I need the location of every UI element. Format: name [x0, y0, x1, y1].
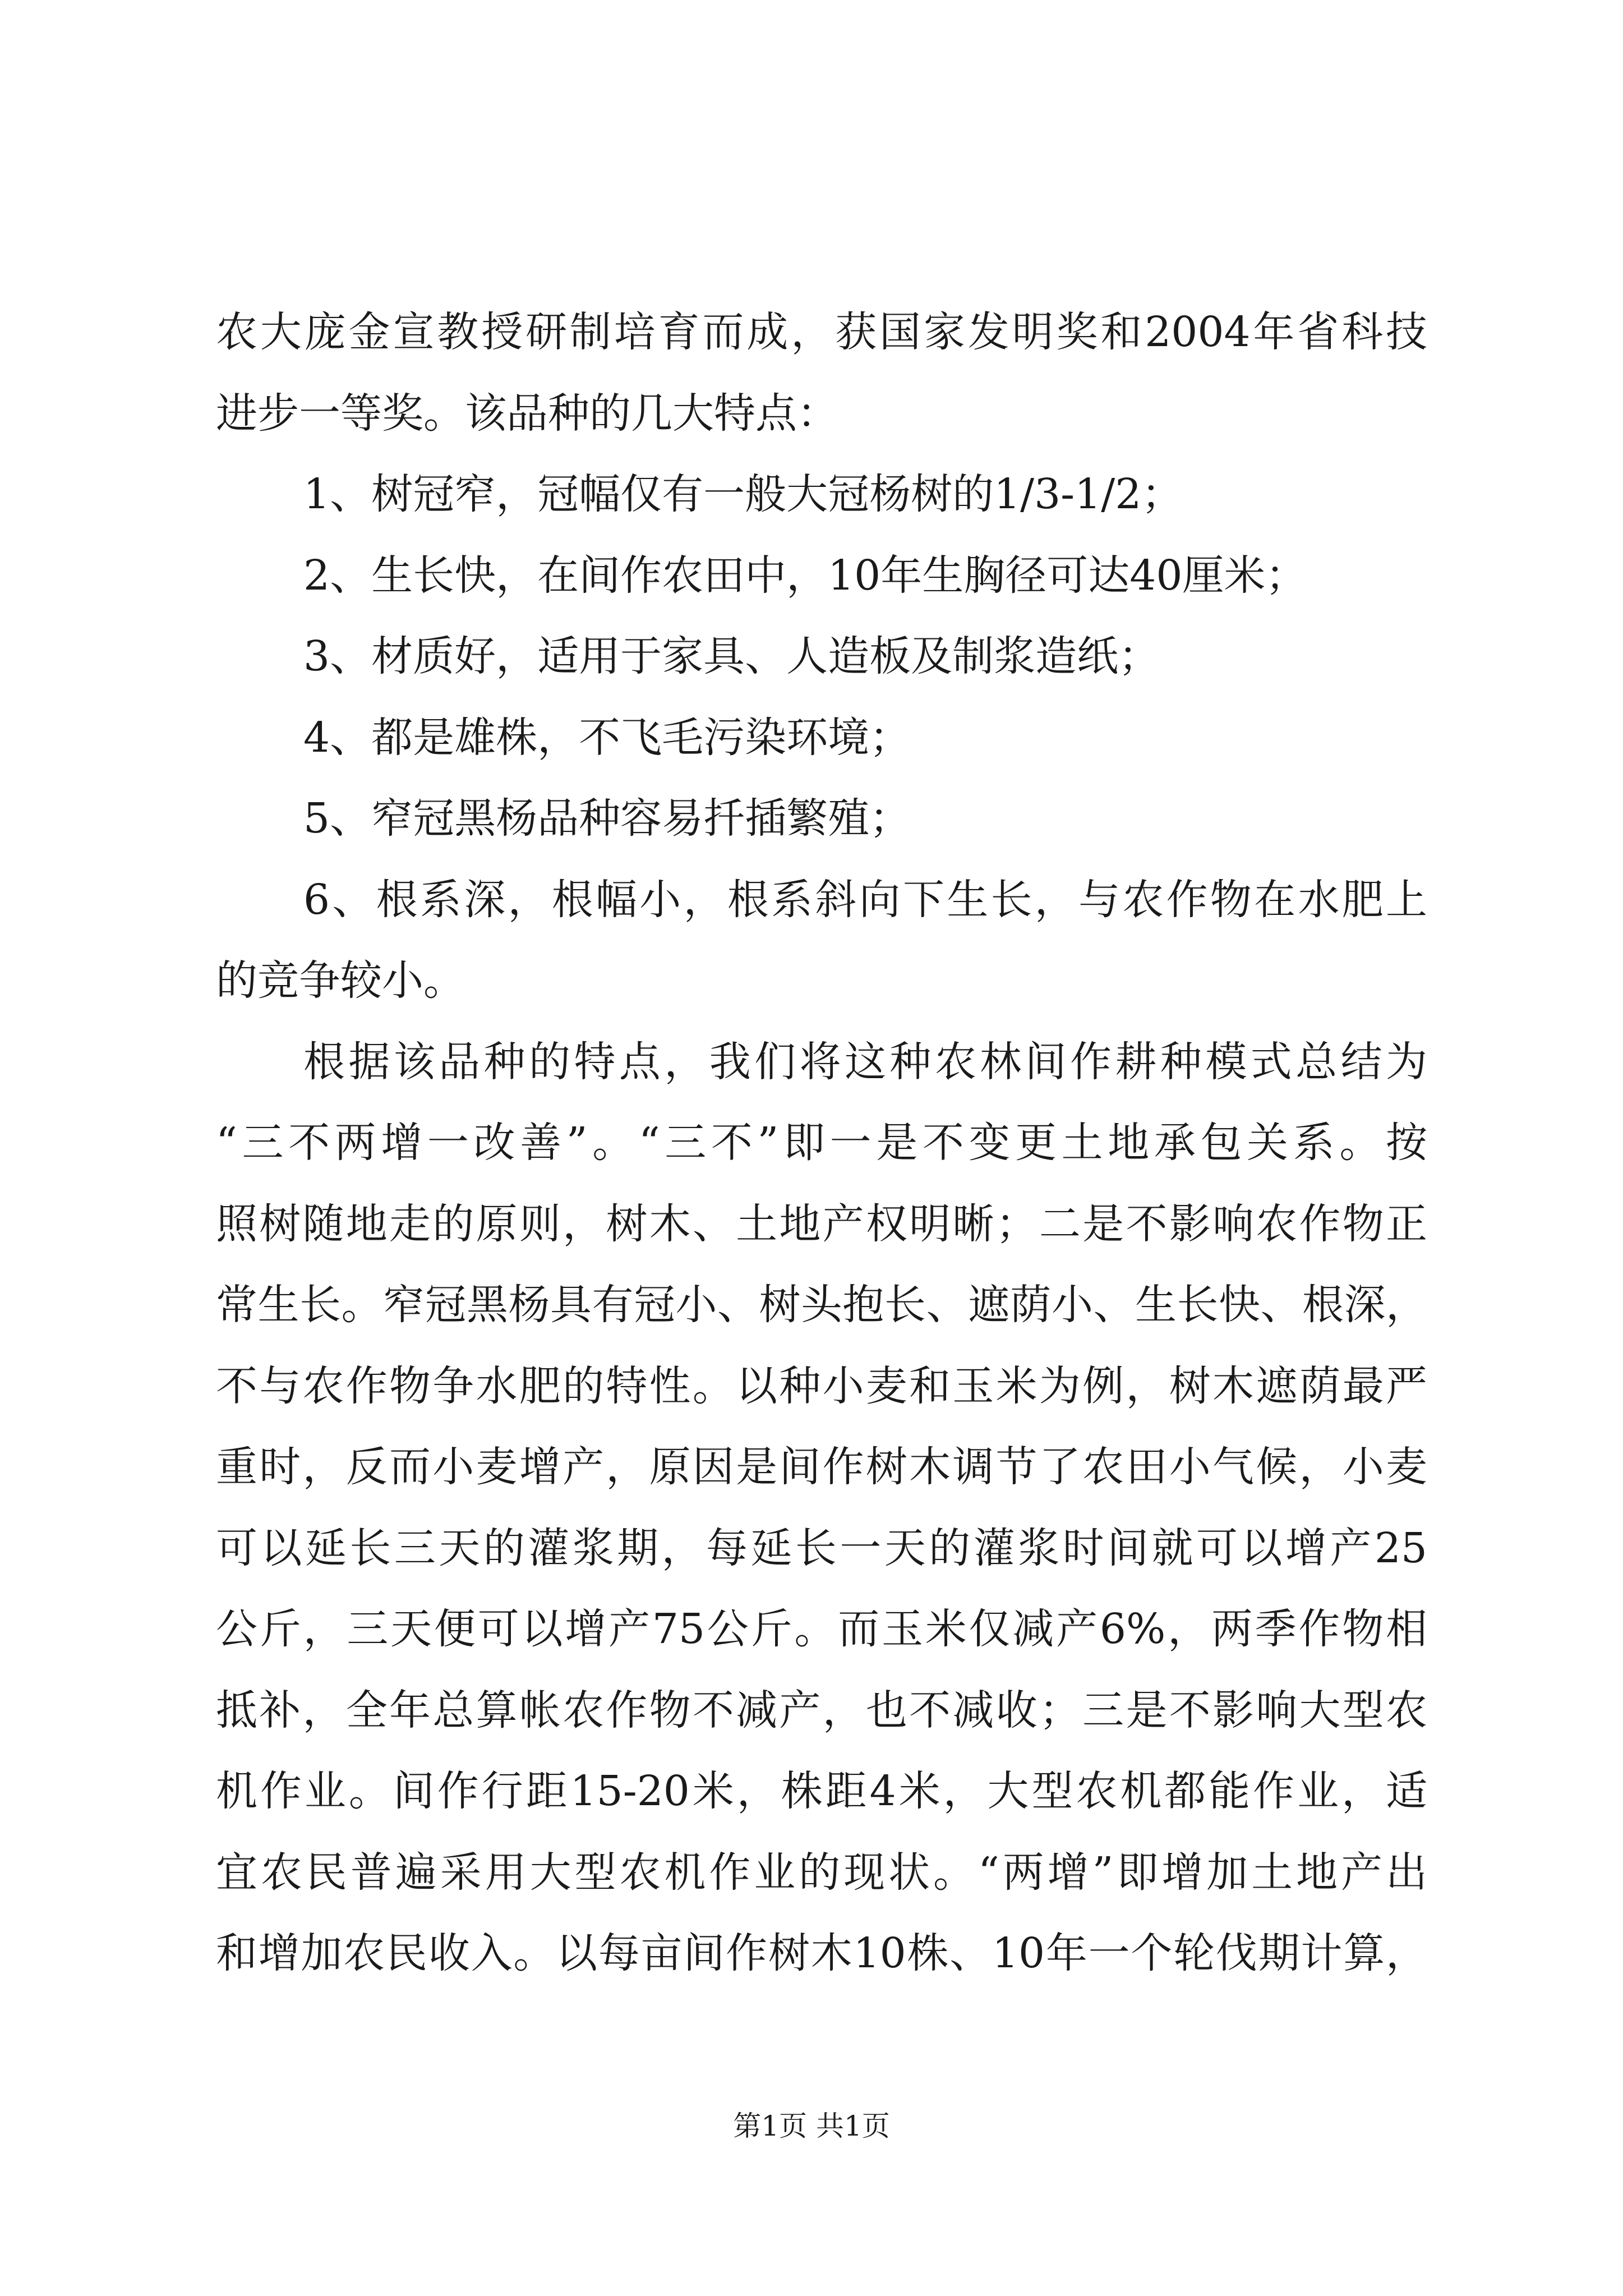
list-item: 5、窄冠黑杨品种容易扦插繁殖；	[303, 794, 911, 843]
text-line: 的竞争较小。	[216, 956, 465, 1005]
text-line: 机作业。间作行距15-20米，株距4米，大型农机都能作业，适	[216, 1767, 1427, 1815]
text-line: “三不两增一改善”。“三不”即一是不变更土地承包关系。按	[216, 1119, 1427, 1167]
text-line: 重时，反而小麦增产，原因是间作树木调节了农田小气候，小麦	[216, 1443, 1427, 1491]
text-line: 和增加农民收入。以每亩间作树木10株、10年一个轮伐期计算，	[216, 1929, 1427, 1977]
list-item: 6、根系深，根幅小，根系斜向下生长，与农作物在水肥上	[303, 875, 1427, 924]
text-line: 抵补，全年总算帐农作物不减产，也不减收；三是不影响大型农	[216, 1686, 1427, 1734]
list-item: 1、树冠窄，冠幅仅有一般大冠杨树的1/3-1/2；	[303, 470, 1183, 518]
text-line: 不与农作物争水肥的特性。以种小麦和玉米为例，树木遮荫最严	[216, 1361, 1427, 1410]
text-line: 宜农民普遍采用大型农机作业的现状。“两增”即增加土地产出	[216, 1848, 1427, 1897]
text-line: 进步一等奖。该品种的几大特点：	[216, 389, 838, 438]
list-item: 3、材质好，适用于家具、人造板及制浆造纸；	[303, 632, 1160, 680]
list-item: 2、生长快，在间作农田中，10年生胸径可达40厘米；	[303, 551, 1307, 600]
body-text	[216, 292, 1427, 1994]
page-number-footer: 第1页 共1页	[733, 2110, 890, 2142]
text-line: 公斤，三天便可以增产75公斤。而玉米仅减产6%，两季作物相	[216, 1605, 1427, 1653]
paragraph-start: 根据该品种的特点，我们将这种农林间作耕种模式总结为	[303, 1037, 1427, 1086]
list-item: 4、都是雄株，不飞毛污染环境；	[303, 713, 911, 762]
text-line: 照树随地走的原则，树木、土地产权明晰；二是不影响农作物正	[216, 1199, 1427, 1248]
text-line: 常生长。窄冠黑杨具有冠小、树头抱长、遮荫小、生长快、根深，	[216, 1281, 1427, 1329]
text-line: 农大庞金宣教授研制培育而成，获国家发明奖和2004年省科技	[216, 308, 1427, 356]
text-line: 可以延长三天的灌浆期，每延长一天的灌浆时间就可以增产25	[216, 1524, 1427, 1572]
